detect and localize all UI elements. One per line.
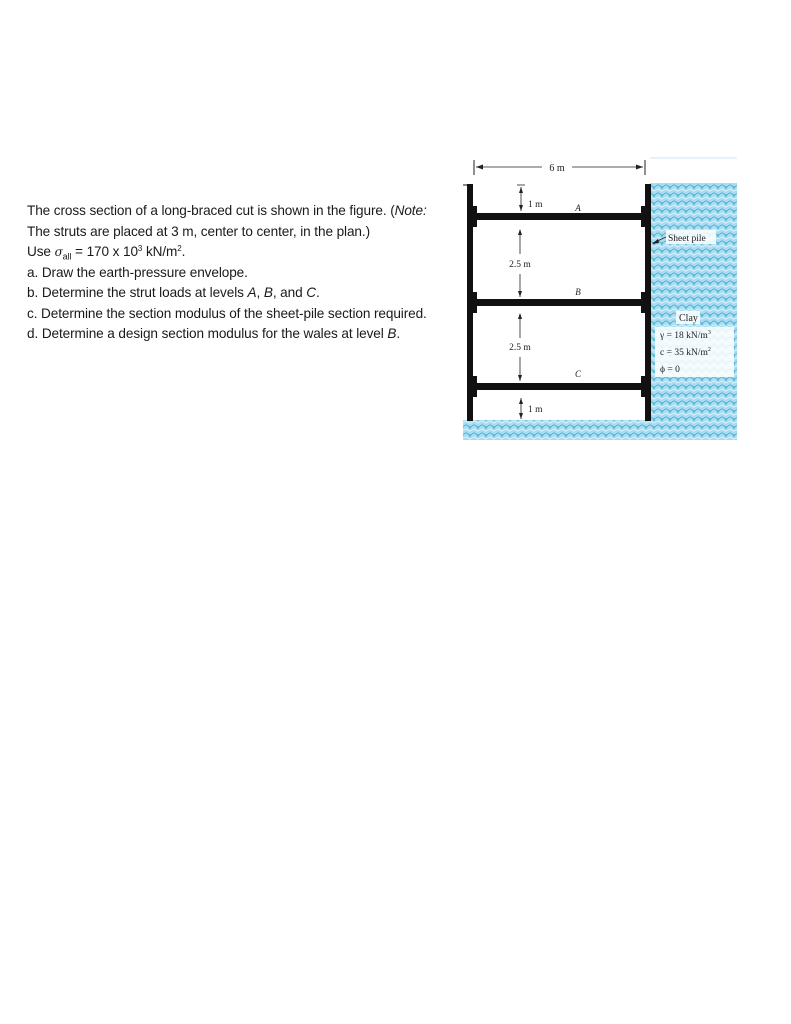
stress-exponent: 3	[137, 244, 143, 253]
width-label: 6 m	[549, 163, 565, 174]
item-d-text: d. Determine a design section modulus for the wales at level	[27, 326, 388, 341]
level-c: C	[306, 285, 316, 300]
problem-line-2: The struts are placed at 3 m, center to center, in the plan.)	[27, 223, 370, 239]
sheet-pile-label: Sheet pile	[668, 234, 706, 244]
use-label: Use	[27, 244, 55, 259]
dim-bottom-label: 1 m	[528, 405, 543, 415]
strut-c-label: C	[574, 369, 582, 379]
soil-bottom	[463, 420, 737, 440]
period: .	[315, 285, 320, 300]
cohesion-exponent: 2	[707, 347, 711, 353]
note-label: Note:	[394, 203, 427, 218]
level-b: B	[387, 326, 397, 341]
strut-a	[473, 206, 645, 227]
separator: , and	[272, 285, 307, 300]
level-b: B	[263, 285, 273, 300]
item-c: c. Determine the section modulus of the sheet-pile section required.	[27, 305, 427, 321]
right-sheet-pile	[645, 184, 651, 421]
friction-angle: ϕ = 0	[660, 365, 680, 375]
item-a: a. Draw the earth-pressure envelope.	[27, 264, 248, 280]
unit-weight	[659, 330, 711, 341]
dim-bottom	[519, 398, 543, 419]
stress-unit-exponent: 2	[177, 244, 182, 253]
sigma-subscript: all	[62, 251, 72, 262]
cohesion-text: c = 35 kN/m	[660, 348, 708, 358]
strut-b-label: B	[575, 287, 581, 297]
stress-unit: kN/m	[142, 244, 178, 259]
dim-b-c	[509, 313, 531, 381]
dim-top-label: 1 m	[528, 200, 543, 210]
dim-a-b-label: 2.5 m	[509, 260, 531, 270]
problem-text: The cross section of a long-braced cut is shown in the figure. (	[27, 203, 395, 218]
soil-type-label: Clay	[679, 313, 698, 324]
sigma-symbol: σ	[54, 245, 63, 259]
width-dimension	[474, 160, 645, 175]
dim-top	[517, 185, 543, 211]
level-a: A	[247, 285, 257, 300]
unit-weight-exponent: 3	[707, 330, 711, 336]
separator: ,	[256, 285, 264, 300]
unit-weight-text: γ = 18 kN/m	[660, 331, 708, 341]
dim-a-b	[509, 229, 531, 297]
left-sheet-pile	[467, 184, 473, 421]
strut-a-label: A	[575, 203, 581, 213]
stress-value: = 170 x 10	[71, 244, 138, 259]
period: .	[181, 244, 186, 259]
period: .	[396, 326, 401, 341]
strut-c	[473, 376, 645, 397]
cohesion	[660, 347, 711, 358]
item-b-text: b. Determine the strut loads at levels	[27, 285, 248, 300]
dim-b-c-label: 2.5 m	[509, 343, 531, 353]
strut-b	[473, 292, 645, 313]
